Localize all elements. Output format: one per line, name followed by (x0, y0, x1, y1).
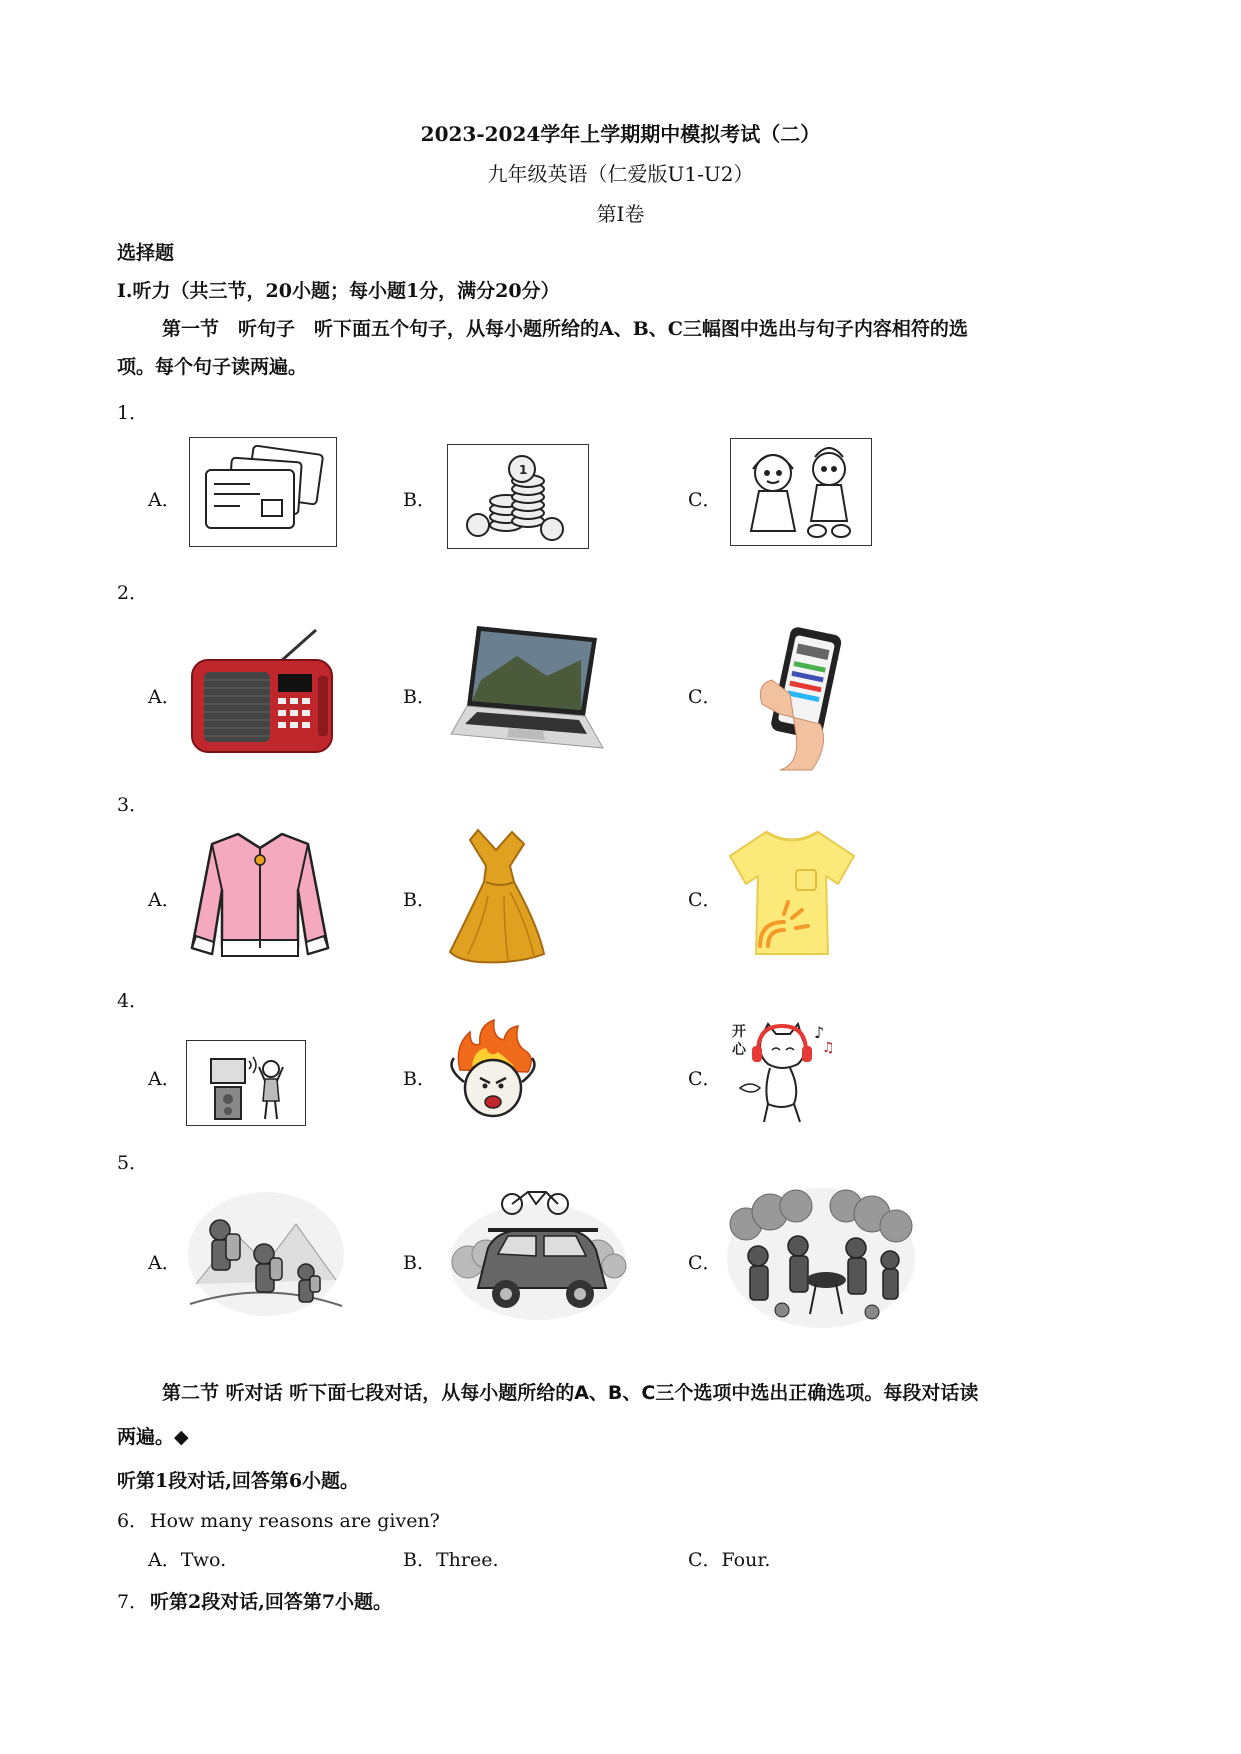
question-number: 2． (117, 582, 149, 604)
answer-option-a: A．Two. (148, 1549, 227, 1571)
option-label: C． (688, 1252, 722, 1274)
option-label: B． (403, 1252, 436, 1274)
option-label: A． (148, 1252, 181, 1274)
section1-instruction-line2: 项。每个句子读两遍。 (117, 356, 308, 378)
option-label: C． (688, 686, 722, 708)
question-number: 1． (117, 402, 149, 424)
coins-image (447, 444, 589, 549)
question-text: How many reasons are given? (150, 1510, 440, 1532)
option-label: C． (688, 889, 722, 911)
dialogue2-instruction: 听第2段对话,回答第7小题。 (150, 1591, 393, 1613)
answer-option-c: C．Four. (688, 1549, 771, 1571)
picnic-family-image (726, 1184, 916, 1330)
option-label: B． (403, 686, 436, 708)
exam-title: 2023-2024学年上学期期中模拟考试（二） (420, 122, 821, 146)
car-trip-image (448, 1184, 628, 1324)
music-note-icon: ♪ (814, 1023, 825, 1042)
radio-image (188, 626, 338, 756)
hiking-family-image (186, 1184, 346, 1320)
happy-label-text: 心 (732, 1042, 746, 1058)
part1-heading: I.听力（共三节，20小题；每小题1分，满分20分） (117, 280, 560, 302)
question-number: 6． (117, 1510, 149, 1532)
option-label: B． (403, 489, 436, 511)
coin-mark-text: 1 (519, 463, 528, 477)
option-label: B． (403, 1068, 436, 1090)
option-label: C． (688, 489, 722, 511)
section2-instruction-line2: 两遍。◆ (117, 1426, 189, 1448)
t-shirt-image (726, 826, 858, 960)
option-label: A． (148, 686, 181, 708)
smartphone-image (750, 624, 850, 772)
volume-label: 第Ⅰ卷 (596, 202, 645, 226)
question-number: 3． (117, 794, 149, 816)
dialogue1-instruction: 听第1段对话,回答第6小题。 (117, 1470, 360, 1492)
dress-image (448, 826, 548, 966)
happy-label-text: 开 (732, 1024, 746, 1040)
exam-subtitle: 九年级英语（仁爱版U1-U2） (487, 162, 754, 186)
angry-face-image (440, 1018, 546, 1128)
choice-label: 选择题 (117, 242, 175, 264)
question-number: 5． (117, 1152, 149, 1174)
option-label: A． (148, 1068, 181, 1090)
happy-cat-image (728, 1018, 836, 1128)
music-note-icon: ♫ (822, 1040, 835, 1056)
tv-noise-image (186, 1040, 306, 1126)
laptop-image (447, 620, 607, 760)
option-label: C． (688, 1068, 722, 1090)
option-label: A． (148, 889, 181, 911)
bank-cards-image (189, 437, 337, 547)
question-number: 4． (117, 990, 149, 1012)
question-number: 7． (117, 1591, 149, 1613)
dolls-image (730, 438, 872, 546)
jacket-image (190, 830, 330, 965)
option-label: B． (403, 889, 436, 911)
answer-option-b: B．Three. (403, 1549, 499, 1571)
section1-instruction-line1: 第一节 听句子 听下面五个句子，从每小题所给的A、B、C三幅图中选出与句子内容相符的选 (162, 318, 968, 340)
option-label: A． (148, 489, 181, 511)
section2-instruction-line1: 第二节 听对话 听下面七段对话，从每小题所给的A、B、C三个选项中选出正确选项。每段对话读 (162, 1382, 979, 1404)
